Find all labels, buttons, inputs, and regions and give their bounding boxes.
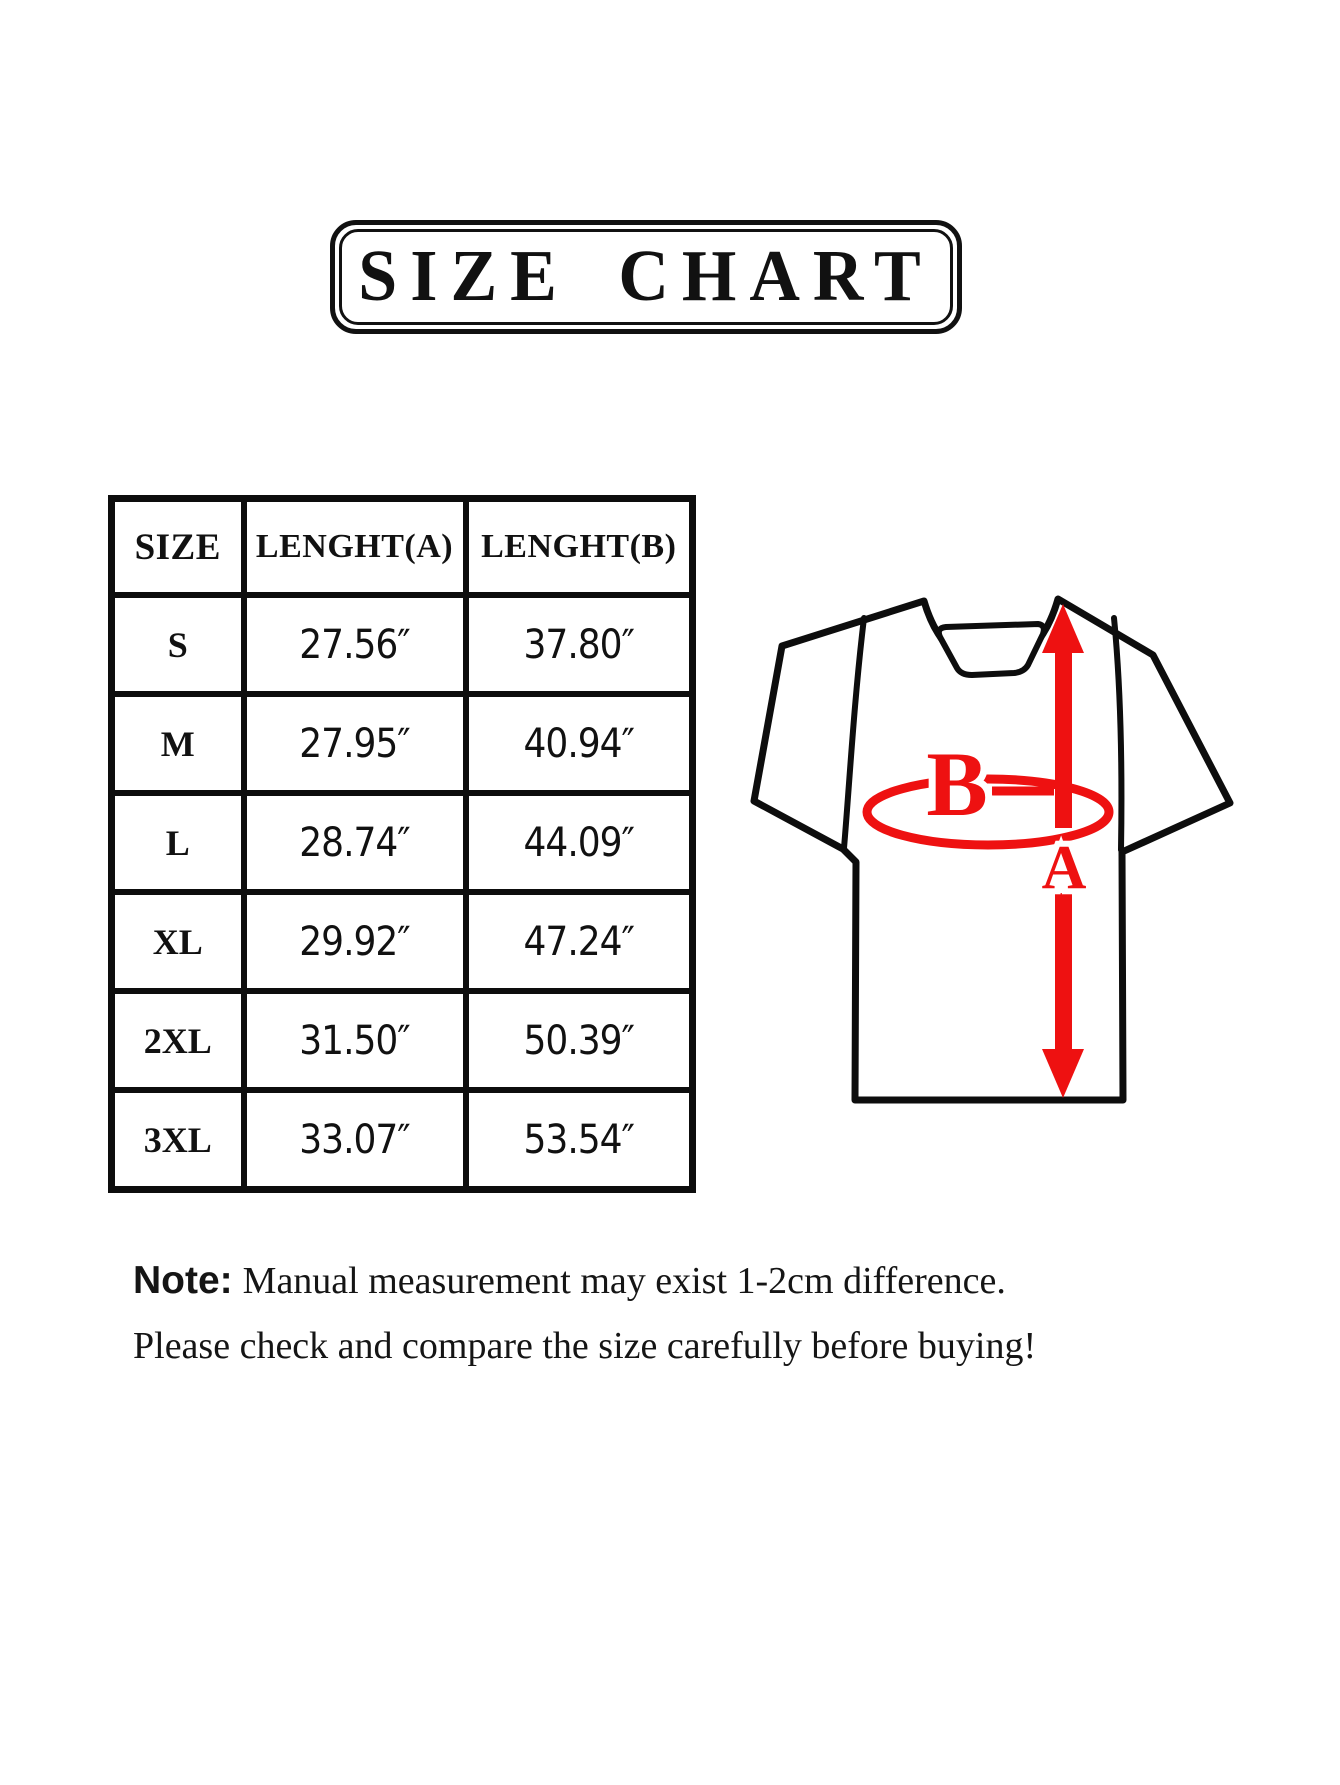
note-block bbox=[133, 1248, 1213, 1379]
note-line-2 bbox=[133, 1314, 1213, 1379]
length-a-value: 28.74″ bbox=[244, 793, 466, 892]
length-arrow-lower-bar bbox=[1055, 893, 1072, 1054]
length-b-value: 37.80″ bbox=[466, 595, 693, 694]
length-arrow-upper-bar bbox=[1055, 646, 1072, 828]
table-row bbox=[112, 595, 693, 694]
table-row bbox=[112, 1090, 693, 1190]
note-line-1 bbox=[133, 1248, 1213, 1314]
length-a-value: 33.07″ bbox=[244, 1090, 466, 1190]
title-badge-inner-border bbox=[339, 229, 953, 325]
header-size: SIZE bbox=[112, 499, 244, 596]
table-row bbox=[112, 793, 693, 892]
tshirt-collar bbox=[939, 624, 1044, 675]
header-length-b: LENGHT(B) bbox=[466, 499, 693, 596]
length-label-a: A bbox=[1041, 834, 1087, 902]
length-a-value: 31.50″ bbox=[244, 991, 466, 1090]
table-header-row bbox=[112, 499, 693, 596]
size-label: M bbox=[112, 694, 244, 793]
length-b-value: 40.94″ bbox=[466, 694, 693, 793]
size-label: 2XL bbox=[112, 991, 244, 1090]
note-line-1-text: Manual measurement may exist 1-2cm difference. bbox=[242, 1260, 1006, 1302]
tshirt-measurement-diagram bbox=[640, 480, 1340, 1140]
size-label: XL bbox=[112, 892, 244, 991]
length-b-value: 53.54″ bbox=[466, 1090, 693, 1190]
note-label: Note: bbox=[133, 1259, 233, 1302]
size-label: 3XL bbox=[112, 1090, 244, 1190]
length-b-value: 44.09″ bbox=[466, 793, 693, 892]
size-chart-table bbox=[108, 495, 696, 1193]
length-a-value: 29.92″ bbox=[244, 892, 466, 991]
length-b-value: 47.24″ bbox=[466, 892, 693, 991]
page-title: SIZE CHART bbox=[358, 236, 934, 317]
table-row bbox=[112, 892, 693, 991]
length-a-value: 27.56″ bbox=[244, 595, 466, 694]
note-line-2-text: Please check and compare the size carefully before buying! bbox=[133, 1325, 1037, 1367]
width-label-b: B bbox=[926, 733, 988, 835]
header-length-a: LENGHT(A) bbox=[244, 499, 466, 596]
length-b-value: 50.39″ bbox=[466, 991, 693, 1090]
table-row bbox=[112, 991, 693, 1090]
size-label: S bbox=[112, 595, 244, 694]
table-row bbox=[112, 694, 693, 793]
title-badge bbox=[330, 220, 962, 334]
size-label: L bbox=[112, 793, 244, 892]
length-a-value: 27.95″ bbox=[244, 694, 466, 793]
